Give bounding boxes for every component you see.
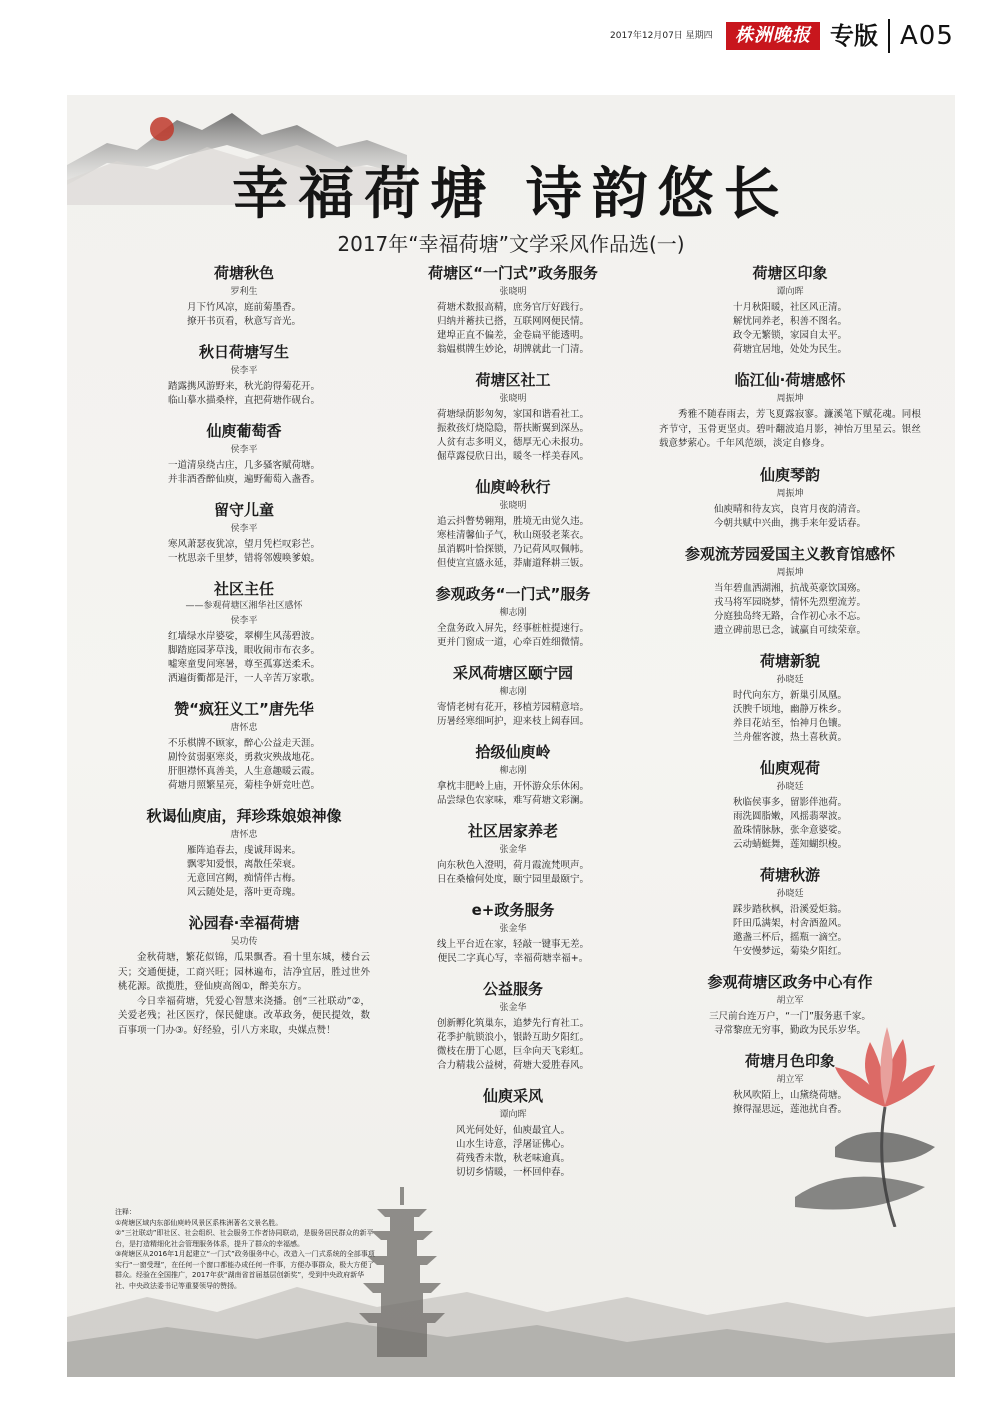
poem-block — [114, 421, 374, 487]
poem-line: 荷塘月照繁星亮，菊桂争妍竞吐芭。 — [167, 780, 320, 791]
poem-author: 侯李平 — [230, 445, 258, 455]
poem-title: 参观流芳园爱国主义教育馆感怀 — [684, 544, 895, 563]
poem-line: 追云抖瞥势翱翔，胜境无由觉久违。 — [436, 516, 589, 527]
poem-line: 嘘寒童叟问寒暑，尊至孤寡送柔禾。 — [167, 659, 320, 670]
poem-line: 踏露携风游野来，秋光韵得菊花开。 — [167, 381, 320, 392]
masthead-divider — [888, 19, 890, 53]
poem-line: 分庭独岛终无路，合作初心永不忘。 — [713, 610, 866, 622]
poem-block — [395, 263, 631, 357]
poem-author: 周振坤 — [776, 567, 804, 578]
poem-line: 归纳并蓄扶已搭，互联网网便民情。 — [436, 316, 589, 327]
poem-block — [655, 865, 925, 959]
poem-line: 切切乡情暖，一杯回仲春。 — [455, 1167, 570, 1178]
poem-line: 时代向东方，新巢引凤凰。 — [732, 689, 847, 701]
footnote-line: 注释： — [115, 1208, 136, 1216]
poem-title: 秋日荷塘写生 — [198, 343, 289, 361]
poem-line: 历暑经寒细呵护，迎来枝上阔春回。 — [436, 716, 589, 727]
poem-line: 今朝共赋中兴曲，携手来年爱话春。 — [713, 517, 866, 529]
poem-line: 便民二字真心写，幸福荷塘幸福+。 — [437, 953, 589, 964]
issue-date: 2017年12月07日 星期四 — [610, 31, 713, 41]
poem-line: 洒遍街衢都是汗，一人辛苦万家歌。 — [167, 673, 320, 684]
poem-block — [114, 263, 374, 329]
poem-line: 仙庾晴和待友宾，良宵月夜韵清音。 — [713, 503, 866, 515]
poem-line: 寄情老树有花开，移植芳园精意培。 — [436, 702, 589, 713]
poem-column-right — [655, 263, 925, 1130]
poem-author: 柳志刚 — [499, 608, 527, 618]
poem-block — [655, 758, 925, 852]
poem-line: 剧怜贫弱驱寒炎，勇救灾殃战地花。 — [167, 752, 320, 763]
poem-block — [395, 477, 631, 571]
poem-block — [395, 584, 631, 650]
poem-line: 荷塘绿荫影匆匆，家国和谐看社工。 — [436, 409, 589, 420]
poem-line: 飘零知爱恨，离散任荣衰。 — [186, 859, 301, 870]
poem-author: 胡立军 — [776, 995, 804, 1006]
poem-line: 寻常黎庶无穷事，勤政为民乐岁华。 — [713, 1024, 866, 1036]
poem-block — [114, 342, 374, 408]
poem-line: 养目花站至，怡神月色镶。 — [732, 717, 847, 729]
poem-line: 一道清泉绕古庄，几多骚客赋荷塘。 — [167, 460, 320, 471]
poem-line: 月下竹风凉，庭前菊墨香。 — [186, 302, 301, 313]
poem-author: 唐怀忠 — [230, 723, 258, 733]
poem-line: 遗立碑前思已念，诚赢自可续荣章。 — [713, 624, 866, 636]
poem-line: 风光何处好，仙庾最宜人。 — [455, 1125, 570, 1136]
poem-line: 荷塘宜居地，处处为民生。 — [732, 344, 847, 355]
poem-title: 荷塘秋色 — [213, 264, 274, 282]
poem-block — [395, 821, 631, 887]
poem-line: 盈珠情脉脉，张伞意婆娑。 — [732, 824, 847, 836]
poem-title: 沁园春·幸福荷塘 — [188, 914, 300, 932]
poem-title: 仙庾琴韵 — [759, 465, 820, 484]
poem-author: 张金华 — [499, 1003, 527, 1013]
poem-line: 解忧同养老，积善不图名。 — [732, 316, 847, 327]
poem-line: 一枕思亲千里梦，错将邻嫂唤爹娘。 — [167, 553, 320, 564]
poem-title: 仙庾观荷 — [759, 758, 820, 777]
poem-line: 雁阵追春去，虔诚拜谒来。 — [186, 845, 301, 856]
poem-title: 社区主任 — [213, 580, 274, 598]
poem-line: 翁媪棋牌生妙论，胡牌就此一门清。 — [436, 344, 589, 355]
poem-author: 胡立军 — [776, 1074, 804, 1085]
poem-line: 更并门窗成一道，心牵百姓细微情。 — [436, 637, 589, 648]
poem-line: 但使宣宣盛永延，莽庸道释耕三钣。 — [436, 558, 589, 569]
poem-title: 临江仙·荷塘感怀 — [734, 371, 846, 389]
poem-title: 社区居家养老 — [467, 822, 558, 840]
poem-block — [395, 370, 631, 464]
footnote-line: ③荷塘区从2016年1月起建立“一门式”政务服务中心，改造入一门式系统的全部事项实行“一窗受理”，在任何一个窗口都能办成任何一件事，方便办事群众，极大方便了群众。经验在全国推广，2017年获“湖南省首届基层创新奖”，受到中央政府新华社、中央政法委书记等重要领导的赞扬。 — [115, 1250, 375, 1290]
poem-title: 参观政务“一门式”服务 — [435, 585, 591, 603]
poem-title: 荷塘区“一门式”政务服务 — [428, 264, 598, 282]
feature-page — [67, 95, 955, 1377]
page-number: A05 — [900, 21, 954, 51]
poem-title: 荷塘秋游 — [759, 865, 820, 884]
poem-title: 仙庾葡萄香 — [206, 422, 282, 440]
poem-author: 柳志刚 — [499, 687, 527, 697]
poem-block — [655, 263, 925, 357]
poem-author: 孙晓廷 — [776, 781, 804, 792]
poem-block — [395, 663, 631, 729]
poem-block — [114, 699, 374, 793]
poem-line: 拿枕丰肥岭上庙，开怀游众乐休闲。 — [436, 781, 589, 792]
poem-line: 荷残香未散，秋老味逾真。 — [455, 1153, 570, 1164]
poem-line: 撩得湿思远，莲池扰自香。 — [732, 1103, 847, 1115]
poem-block — [655, 651, 925, 745]
poem-line: 邀盏三杯后，摇瓶一滴空。 — [732, 931, 847, 943]
poem-note: ——参观荷塘区湘华社区感怀 — [185, 601, 303, 611]
poem-title: 赞“疯狂义工”唐先华 — [174, 700, 314, 718]
poem-block — [114, 579, 374, 686]
poem-line: 十月秋阳暖，社区风正清。 — [732, 302, 847, 313]
poem-line: 脚踏庭园茅草浅，眼收闹市布衣多。 — [167, 645, 320, 656]
poem-line: 品尝绿色农家味，难写荷塘文彩澜。 — [436, 795, 589, 806]
poem-block — [395, 979, 631, 1073]
poem-author: 吴功传 — [230, 937, 258, 947]
poem-line: 秋临侯事多，留影伴池荷。 — [732, 796, 847, 808]
poem-block — [395, 900, 631, 966]
poem-line: 三尺前台连万户，“一门”服务惠千家。 — [709, 1010, 871, 1022]
poem-block — [655, 465, 925, 531]
poem-title: 仙庾岭秋行 — [475, 478, 551, 496]
poem-author: 谭向晖 — [499, 1110, 527, 1120]
poem-line: 撩开书页看，秋意写音光。 — [186, 316, 301, 327]
poem-line: 并非酒香醉仙庾，遍野葡萄入盏香。 — [167, 474, 320, 485]
poem-line: 全盘务政入屏先，经事桩桩提速行。 — [436, 623, 589, 634]
feature-headline: 幸福荷塘 诗韵悠长 — [232, 161, 790, 227]
poem-author: 孙晓廷 — [776, 674, 804, 685]
poem-title: 仙庾采风 — [482, 1087, 543, 1105]
poem-line: 微枝在册丁心愿，巨伞向天飞彩虹。 — [436, 1046, 589, 1057]
poem-author: 张晓明 — [499, 394, 527, 404]
poem-author: 侯李平 — [230, 524, 258, 534]
poem-line: 日在桑榆何处度，颐宁园里最颐宁。 — [436, 874, 589, 885]
poem-title: e+政务服务 — [471, 901, 555, 919]
poem-line: 振救孩灯烧隐隐，帮扶断翼到深丛。 — [436, 423, 589, 434]
poem-line: 踩步踏秋枫，沿溪爱炬翁。 — [732, 903, 847, 915]
poem-author: 周振坤 — [776, 394, 804, 404]
poem-line: 政令无繁锁，家园自太平。 — [732, 330, 847, 341]
poem-line: 肝胆襟怀真善美，人生意趣暖云霞。 — [167, 766, 320, 777]
poem-line: 沃腴千顷地，幽静万株乡。 — [732, 703, 847, 715]
poem-block — [395, 742, 631, 808]
poem-author: 侯李平 — [230, 616, 258, 626]
poem-line: 创新孵化筑巢东，追梦先行育社工。 — [436, 1018, 589, 1029]
poem-paragraph: 金秋荷塘，繁花似锦，瓜果飘香。看十里东城，楼台云天；交通便捷，工商兴旺；园林遍布，洁净宜居，胜过世外桃花源。欲揽胜，登仙庾高阁①，醉美东方。 — [118, 952, 370, 992]
poem-line: 午安慢梦远，菊染夕阳红。 — [732, 945, 847, 957]
poem-block — [655, 370, 925, 452]
poem-title: 秋谒仙庾庙，拜珍珠娘娘神像 — [146, 807, 342, 825]
poem-line: 倔草露侵欣日出，暖冬一样美春风。 — [436, 451, 589, 462]
poem-title: 公益服务 — [482, 980, 543, 998]
poem-line: 建埠正直不偏差，金卷扁平能透明。 — [436, 330, 589, 341]
poem-block — [655, 972, 925, 1038]
poem-author: 谭向晖 — [776, 287, 804, 297]
poem-author: 孙晓廷 — [776, 888, 804, 899]
poem-block — [655, 1051, 925, 1117]
poem-line: 人贫有志多明义，德厚无心未报功。 — [436, 437, 589, 448]
poem-line: 不乐棋牌不顾家，醉心公益走天涯。 — [167, 738, 320, 749]
poem-block — [655, 544, 925, 638]
poem-line: 无意回宫阙，痴情伴古梅。 — [186, 873, 301, 884]
poem-author: 柳志刚 — [499, 766, 527, 776]
poem-line: 云动蜻蜓舞，莲知蝴织梭。 — [732, 838, 847, 850]
poem-title: 参观荷塘区政务中心有作 — [707, 972, 873, 991]
poem-author: 张金华 — [499, 924, 527, 934]
poem-line: 临山摹水描桑梓，直把荷塘作砚台。 — [167, 395, 320, 406]
poem-column-middle — [395, 263, 631, 1193]
poem-line: 合力精栽公益树，荷塘大爱胜春风。 — [436, 1060, 589, 1071]
feature-subheadline: 2017年“幸福荷塘”文学采风作品选(一) — [337, 232, 685, 256]
poem-author: 张晓明 — [499, 501, 527, 511]
poem-title: 拾级仙庾岭 — [475, 743, 551, 761]
masthead — [0, 0, 986, 70]
footnote-line: ①荷塘区域内东部仙庾岭风景区系株洲著名文景名胜。 — [115, 1218, 283, 1227]
poem-line: 寒风萧瑟夜犹凉，望月凭栏叹彩芒。 — [167, 539, 320, 550]
poem-line: 虽消羁叶恰探锁，乃记荷风叹佩帏。 — [436, 544, 589, 555]
poem-line: 阡田瓜满架，村舍酒盈风。 — [732, 917, 847, 929]
poem-title: 采风荷塘区颐宁园 — [452, 664, 573, 682]
poem-author: 张金华 — [499, 845, 527, 855]
footnotes — [115, 1207, 375, 1291]
poem-title: 荷塘区印象 — [752, 264, 828, 282]
poem-line: 山水生诗意，浮屠证佛心。 — [455, 1139, 570, 1150]
poem-column-left — [114, 263, 374, 1051]
section-label: 专版 — [830, 22, 878, 50]
poem-line: 戎马将军园晓梦，情怀先烈塑流芳。 — [713, 596, 866, 608]
poem-title: 荷塘月色印象 — [744, 1051, 835, 1070]
poem-line: 线上平台近在家，轻敲一键事无差。 — [436, 939, 589, 950]
poem-line: 红墙绿水岸婆娑，翠柳生风荡碧波。 — [167, 631, 320, 642]
poem-block — [114, 913, 374, 1038]
poem-paragraph: 秀雅不随春雨去，芳飞夏露寂寥。濂溪笔下赋花魂。同根齐节守，玉骨更坚贞。碧叶翻波追月影，神怡万里星云。银丝载意梦萦心。千年风范颂，淡定自修身。 — [659, 409, 921, 449]
poem-author: 唐怀忠 — [230, 830, 258, 840]
poem-line: 秋风吹陌上，山黛绕荷塘。 — [732, 1089, 847, 1101]
poem-line: 寒桂清馨仙子气，秋山斑驳老莱衣。 — [436, 530, 589, 541]
poem-paragraph: 今日幸福荷塘，凭爱心智慧来浇播。创“三社联动”②，关爱老残；社区医疗，保民健康。改革政务，便民提效，数百事项一门办③。好经验，引八方来取，央媒点赞！ — [118, 995, 370, 1036]
poem-title: 留守儿童 — [213, 501, 274, 519]
poem-line: 兰舟催客渡，热土喜秋黄。 — [732, 731, 847, 743]
poem-title: 荷塘区社工 — [475, 371, 551, 389]
poem-block — [395, 1086, 631, 1180]
poem-line: 花季护航锁浪小，银龄互助夕阳红。 — [436, 1032, 589, 1043]
poem-line: 荷塘术数报高精，庶务官厅好践行。 — [436, 302, 589, 313]
footnote-line: ②“三社联动”即社区、社会组织、社会服务工作者协同联动，是服务居民群众的新平台，是打造精细化社会管理服务体系，提升了群众的幸福感。 — [115, 1229, 374, 1248]
poem-author: 罗利生 — [230, 287, 258, 297]
poem-author: 张晓明 — [499, 287, 527, 297]
poem-line: 风云随处是，落叶更奇瑰。 — [186, 887, 301, 898]
poem-author: 侯李平 — [230, 366, 258, 376]
poem-block — [114, 806, 374, 900]
poem-author: 周振坤 — [776, 488, 804, 499]
poem-block — [114, 500, 374, 566]
poem-line: 向东秋色入澄明，荷月霞流梵呗声。 — [436, 860, 589, 871]
poem-title: 荷塘新貌 — [759, 651, 820, 670]
poem-line: 雨洗圆脂嫩，风摇翡翠波。 — [732, 810, 847, 822]
newspaper-logo: 株洲晚报 — [726, 22, 820, 50]
poem-line: 当年碧血洒湖湘，抗战英豪饮国殇。 — [713, 582, 866, 594]
